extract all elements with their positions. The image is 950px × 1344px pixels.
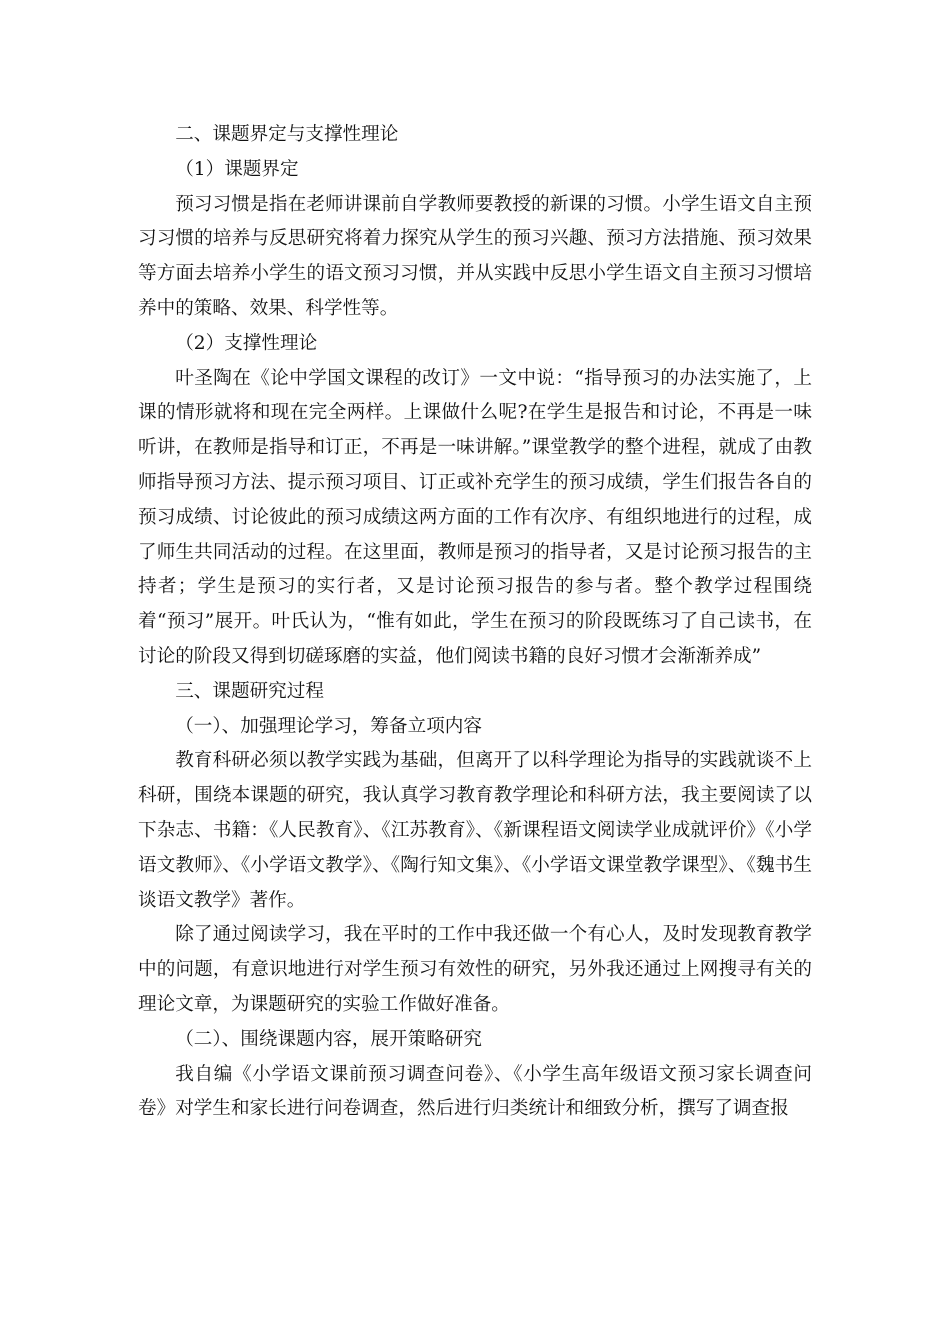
- section-heading-3: 三、课题研究过程: [175, 680, 324, 702]
- paragraph-strategy: 我自编《小学语文课前预习调查问卷》、《小学生高年级语文预习家长调查问卷》对学生和家长进行问卷调查，然后进行归类统计和细致分析，撰写了调查报: [138, 1063, 812, 1120]
- subheading-definition: （1）课题界定: [175, 158, 299, 180]
- paragraph-definition: 预习习惯是指在老师讲课前自学教师要教授的新课的习惯。小学生语文自主预习习惯的培养与反思研究将着力探究从学生的预习兴趣、预习方法措施、预习效果等方面去培养小学生的语文预习习惯，并从实践中反思小学生语文自主预习习惯培养中的策略、效果、科学性等。: [138, 193, 812, 319]
- subheading-study: （一）、加强理论学习，筹备立项内容: [175, 715, 482, 737]
- paragraph-practice: 除了通过阅读学习，我在平时的工作中我还做一个有心人，及时发现教育教学中的问题，有意识地进行对学生预习有效性的研究，另外我还通过上网搜寻有关的理论文章，为课题研究的实验工作做好准备。: [138, 924, 812, 1015]
- subheading-theory: （2）支撑性理论: [175, 332, 318, 354]
- paragraph-study: 教育科研必须以教学实践为基础，但离开了以科学理论为指导的实践就谈不上科研，围绕本课题的研究，我认真学习教育教学理论和科研方法，我主要阅读了以下杂志、书籍：《人民教育》、《江苏教育》、《新课程语文阅读学业成就评价》《小学语文教师》、《小学语文教学》、《陶行知文集》、《小学语文课堂教学课型》、《魏书生谈语文教学》著作。: [138, 750, 812, 911]
- section-heading-2: 二、课题界定与支撑性理论: [175, 124, 399, 145]
- subheading-strategy: （二）、围绕课题内容，展开策略研究: [175, 1028, 482, 1050]
- paragraph-theory: 叶圣陶在《论中学国文课程的改订》一文中说：“指导预习的办法实施了，上课的情形就将和现在完全两样。上课做什么呢?在学生是报告和讨论，不再是一味听讲，在教师是指导和订正，不再是一味讲解。”课堂教学的整个进程，就成了由教师指导预习方法、提示预习项目、订正或补充学生的预习成绩，学生们报告各自的预习成绩、讨论彼此的预习成绩这两方面的工作有次序、有组织地进行的过程，成了师生共同活动的过程。在这里面，教师是预习的指导者，又是讨论预习报告的主持者；学生是预习的实行者，又是讨论预习报告的参与者。整个教学过程围绕着“预习”展开。叶氏认为，“惟有如此，学生在预习的阶段既练习了自己读书，在讨论的阶段又得到切磋琢磨的实益，他们阅读书籍的良好习惯才会渐渐养成”: [138, 367, 812, 667]
